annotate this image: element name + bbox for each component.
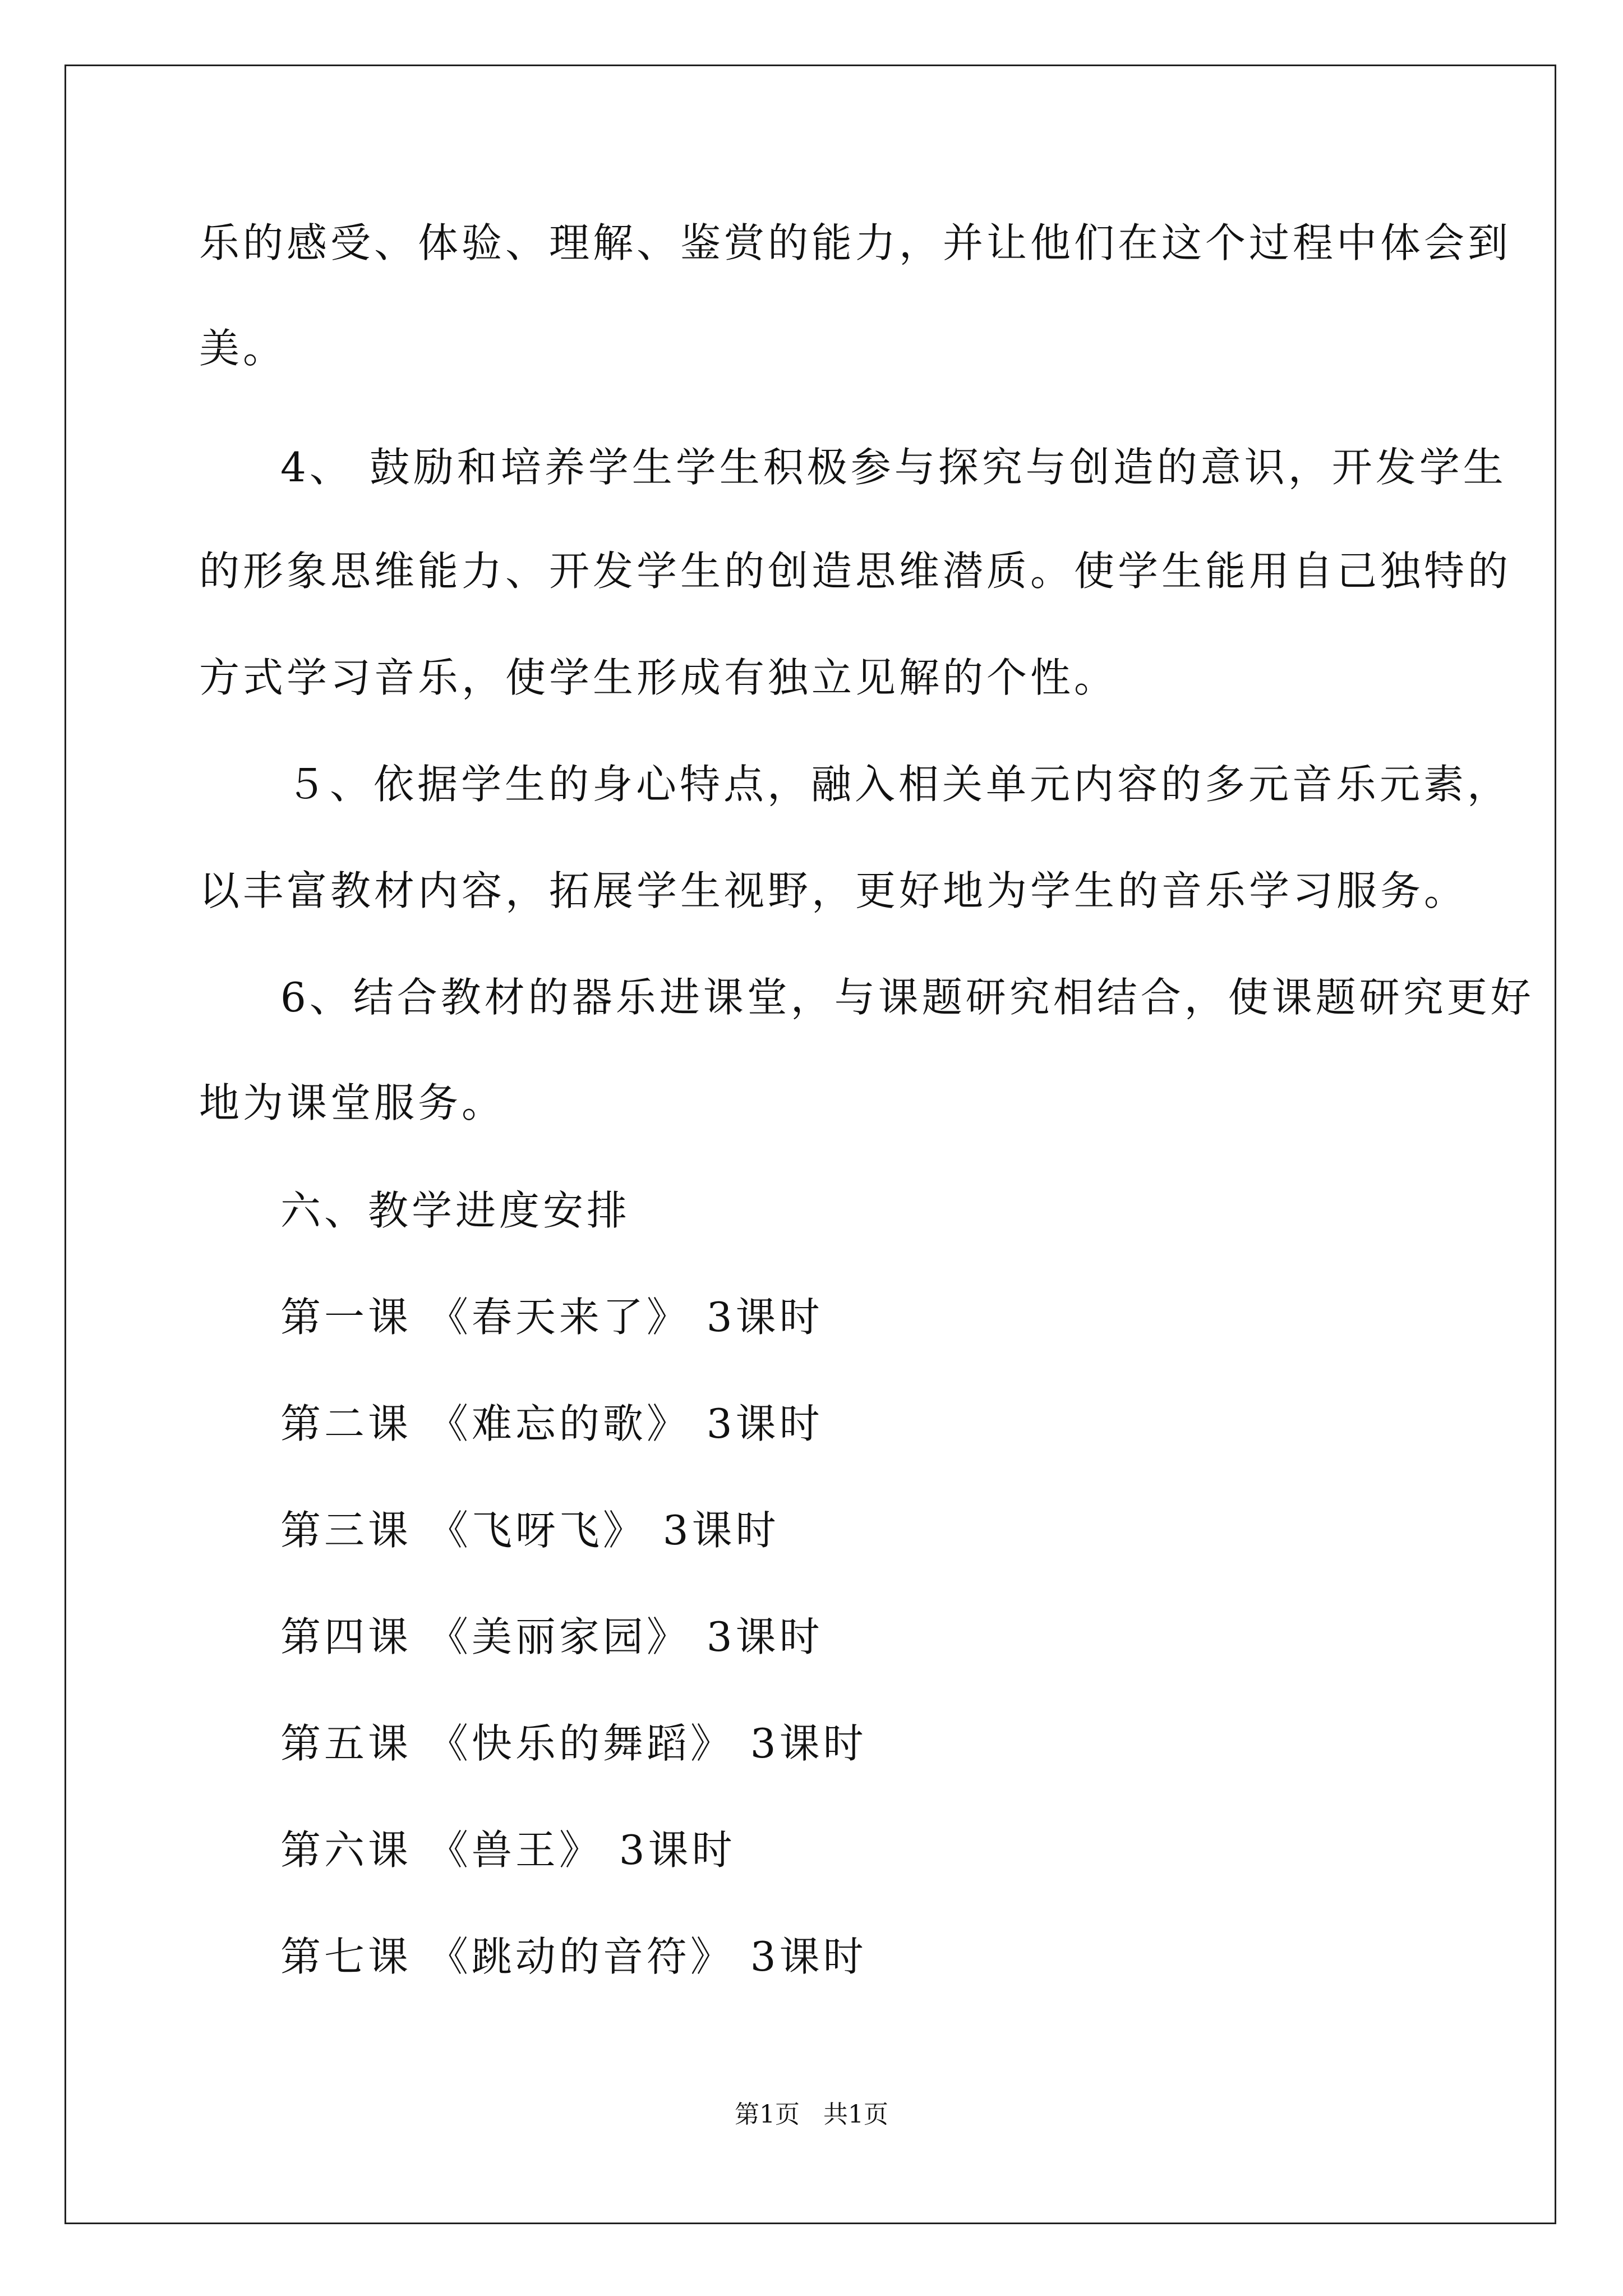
section-heading: 六、教学进度安排 <box>280 1187 631 1234</box>
paragraph-line: 6、结合教材的器乐进课堂，与课题研究相结合，使课题研究更好 <box>280 974 1534 1021</box>
lesson-item: 第三课 《飞呀飞》 3课时 <box>280 1507 780 1554</box>
paragraph-line: ５、依据学生的身心特点，融入相关单元内容的多元音乐元素， <box>286 761 1511 808</box>
lesson-item: 第七课 《跳动的音符》 3课时 <box>280 1933 867 1980</box>
paragraph-line: 美。 <box>199 325 287 372</box>
paragraph-line: 以丰富教材内容，拓展学生视野，更好地为学生的音乐学习服务。 <box>199 867 1468 914</box>
paragraph-line: 方式学习音乐，使学生形成有独立见解的个性。 <box>199 654 1118 701</box>
page-border <box>64 65 1556 2224</box>
paragraph-line: 乐的感受、体验、理解、鉴赏的能力，并让他们在这个过程中体会到 <box>199 219 1512 266</box>
lesson-item: 第一课 《春天来了》 3课时 <box>280 1294 823 1341</box>
lesson-item: 第六课 《兽王》 3课时 <box>280 1826 736 1874</box>
page-number: 第1页 共1页 <box>735 2100 888 2129</box>
paragraph-line: 地为课堂服务。 <box>199 1079 506 1126</box>
paragraph-line: 的形象思维能力、开发学生的创造思维潜质。使学生能用自己独特的 <box>199 547 1512 595</box>
lesson-item: 第四课 《美丽家园》 3课时 <box>280 1613 823 1660</box>
lesson-item: 第二课 《难忘的歌》 3课时 <box>280 1400 823 1447</box>
paragraph-line: 4、 鼓励和培养学生学生积极参与探究与创造的意识，开发学生 <box>280 444 1507 491</box>
lesson-item: 第五课 《快乐的舞蹈》 3课时 <box>280 1720 867 1767</box>
